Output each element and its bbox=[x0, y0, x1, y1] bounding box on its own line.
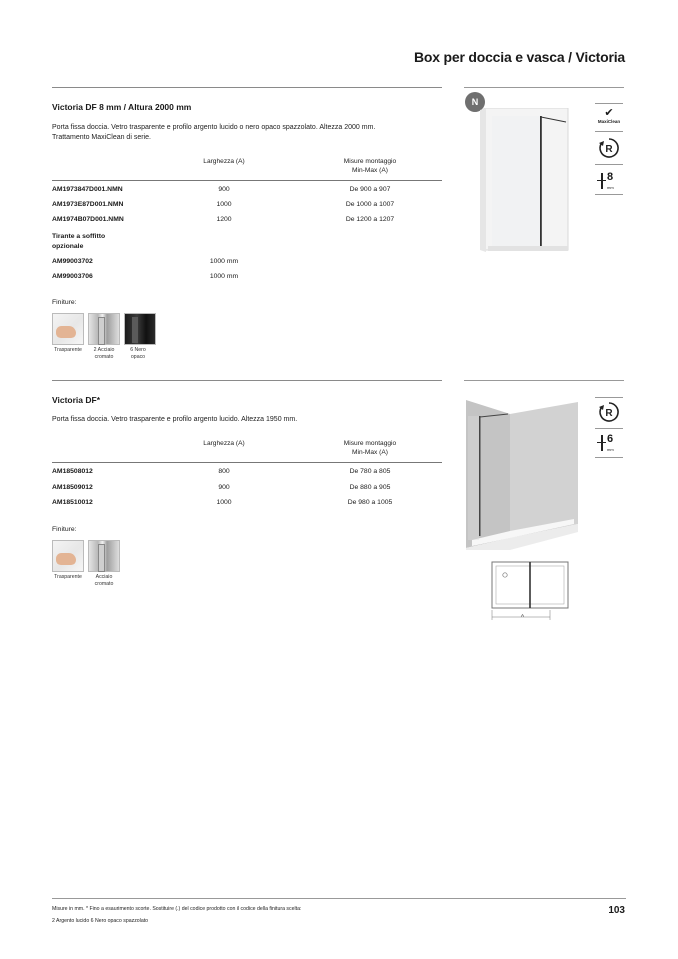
section-title: Victoria DF 8 mm / Altura 2000 mm bbox=[52, 102, 192, 112]
icon-separator bbox=[595, 457, 623, 458]
product-code: AM99003702 bbox=[52, 258, 93, 265]
product-code: AM18508012 bbox=[52, 468, 93, 475]
finish-swatch-chrome bbox=[88, 540, 120, 572]
caption-line: Acciaio bbox=[95, 574, 113, 580]
page-title: Box per doccia e vasca / Victoria bbox=[413, 49, 625, 65]
icon-separator bbox=[595, 397, 623, 398]
mount-value: De 1200 a 1207 bbox=[345, 216, 395, 223]
reversible-icon bbox=[598, 401, 620, 423]
footer-note: 2 Argento lucido 6 Nero opaco spazzolato bbox=[52, 918, 149, 924]
column-header-line: Min-Max (A) bbox=[352, 449, 388, 456]
table-header-rule bbox=[52, 180, 442, 181]
product-image-shower-room bbox=[466, 400, 580, 550]
column-header-line: Min-Max (A) bbox=[352, 167, 388, 174]
image-divider bbox=[464, 87, 624, 88]
width-value: 900 bbox=[218, 484, 230, 491]
footer-note: Misure in mm. * Fino a esaurimento scorte. Sostituire (.) del codice prodotto con il codice della finitura scelta: bbox=[52, 906, 302, 912]
column-header-mount bbox=[320, 157, 420, 175]
glass-thickness-icon: 8 mm bbox=[595, 170, 623, 192]
caption-line: opaco bbox=[130, 353, 146, 360]
column-header-mount bbox=[320, 439, 420, 457]
mount-value: De 880 a 905 bbox=[349, 484, 391, 491]
mount-value: De 1000 a 1007 bbox=[345, 201, 395, 208]
column-header-line: Misure montaggio bbox=[343, 158, 397, 165]
caption-line: Trasparente bbox=[54, 574, 82, 580]
finish-swatch-chrome bbox=[88, 313, 120, 345]
icon-separator bbox=[595, 194, 623, 195]
section-title: Victoria DF* bbox=[52, 395, 101, 405]
hand-graphic bbox=[56, 326, 76, 338]
width-value: 1000 mm bbox=[209, 273, 239, 280]
width-value: 900 bbox=[218, 186, 230, 193]
product-code: AM18510012 bbox=[52, 499, 93, 506]
image-divider bbox=[464, 380, 624, 381]
finish-caption bbox=[48, 574, 88, 581]
accessory-subheading bbox=[52, 232, 105, 252]
finish-caption bbox=[84, 347, 124, 360]
width-value: 1000 bbox=[216, 499, 232, 506]
caption-line: 2 Acciaio bbox=[93, 347, 115, 353]
profile-graphic bbox=[98, 544, 105, 572]
finish-swatch-black bbox=[124, 313, 156, 345]
reversible-icon bbox=[598, 137, 620, 159]
finish-swatch-transparent bbox=[52, 540, 84, 572]
product-code: AM99003706 bbox=[52, 273, 93, 280]
plan-dimension-label: A bbox=[521, 613, 525, 618]
footer-divider bbox=[52, 898, 626, 899]
finishes-label: Finiture: bbox=[52, 299, 77, 306]
product-code: AM1973847D001.NMN bbox=[52, 186, 123, 193]
caption-line: Trasparente bbox=[54, 347, 82, 353]
mount-value: De 900 a 907 bbox=[349, 186, 391, 193]
new-badge: N bbox=[465, 92, 485, 112]
width-value: 1200 bbox=[216, 216, 232, 223]
product-code: AM18509012 bbox=[52, 484, 93, 491]
finish-caption bbox=[84, 574, 124, 587]
section-description: Porta fissa doccia. Vetro trasparente e profilo argento lucido. Altezza 1950 mm. bbox=[52, 416, 298, 423]
caption-line: cromato bbox=[94, 353, 114, 360]
product-code: AM1973E87D001.NMN bbox=[52, 201, 124, 208]
finish-caption bbox=[48, 347, 88, 354]
section-description: Trattamento MaxiClean di serie. bbox=[52, 134, 151, 141]
caption-line: cromato bbox=[94, 580, 114, 587]
plan-diagram bbox=[490, 560, 572, 622]
section-divider bbox=[52, 380, 442, 381]
icon-separator bbox=[595, 131, 623, 132]
finish-caption bbox=[120, 347, 156, 360]
icon-separator bbox=[595, 103, 623, 104]
column-header-line: Misure montaggio bbox=[343, 440, 397, 447]
glass-thickness-icon: 6 mm bbox=[595, 432, 623, 454]
subheading-line: opzionale bbox=[52, 243, 84, 250]
icon-separator bbox=[595, 164, 623, 165]
svg-text:R: R bbox=[605, 408, 613, 419]
table-header-rule bbox=[52, 462, 442, 463]
finishes-label: Finiture: bbox=[52, 526, 77, 533]
page-number: 103 bbox=[608, 905, 625, 916]
column-header-width: Larghezza (A) bbox=[203, 440, 245, 447]
icon-separator bbox=[595, 428, 623, 429]
profile-graphic bbox=[98, 317, 105, 345]
width-value: 1000 mm bbox=[209, 258, 239, 265]
mount-value: De 980 a 1005 bbox=[347, 499, 393, 506]
mount-value: De 780 a 805 bbox=[349, 468, 391, 475]
caption-line: 6 Nero bbox=[130, 347, 146, 353]
product-code: AM1974B07D001.NMN bbox=[52, 216, 124, 223]
svg-text:R: R bbox=[605, 144, 613, 155]
section-description: Porta fissa doccia. Vetro trasparente e profilo argento lucido o nero opaco spazzolato. Altezza 2000 mm. bbox=[52, 124, 376, 131]
width-value: 1000 bbox=[216, 201, 232, 208]
width-value: 800 bbox=[218, 468, 230, 475]
subheading-line: Tirante a soffitto bbox=[52, 233, 106, 240]
finish-swatch-transparent bbox=[52, 313, 84, 345]
product-image-shower-screen bbox=[480, 108, 570, 253]
section-divider bbox=[52, 87, 442, 88]
maxiclean-icon: ✔ MaxiClean bbox=[597, 107, 621, 124]
column-header-width: Larghezza (A) bbox=[203, 158, 245, 165]
profile-graphic bbox=[132, 317, 138, 343]
hand-graphic bbox=[56, 553, 76, 565]
